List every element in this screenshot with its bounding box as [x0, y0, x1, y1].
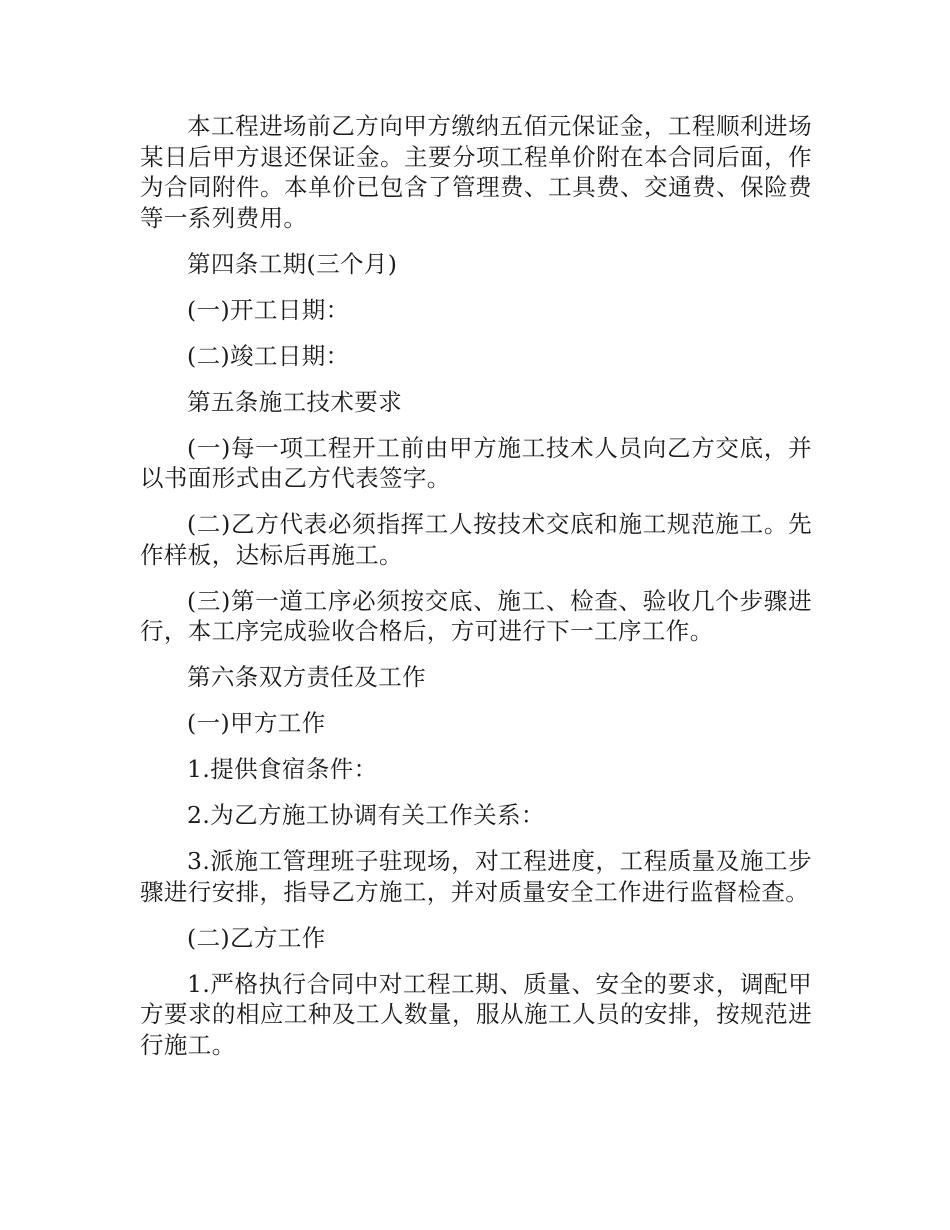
completion-date-line: (二)竣工日期：: [187, 341, 350, 370]
document-body: [140, 111, 812, 1076]
paragraph-process-steps: (三)第一道工序必须按交底、施工、检查、验收几个步骤进行，本工序完成验收合格后，方可进行下一工序工作。: [140, 586, 812, 645]
party-a-work-heading: (一)甲方工作: [187, 709, 326, 737]
party-a-item-2: 2.为乙方施工协调有关工作关系：: [187, 801, 545, 829]
paragraph-technical-briefing: (一)每一项工程开工前由甲方施工技术人员向乙方交底，并以书面形式由乙方代表签字。: [140, 433, 812, 492]
party-b-item-1: 1.严格执行合同中对工程工期、质量、安全的要求，调配甲方要求的相应工种及工人数量，服从施工人员的安排，按规范进行施工。: [140, 969, 812, 1059]
party-b-work-heading: (二)乙方工作: [187, 923, 326, 952]
paragraph-construction-standards: (二)乙方代表必须指挥工人按技术交底和施工规范施工。先作样板，达标后再施工。: [140, 510, 812, 569]
party-a-item-3: 3.派施工管理班子驻现场，对工程进度，工程质量及施工步骤进行安排，指导乙方施工，并对质量安全工作进行监督检查。: [140, 847, 812, 906]
article-6-heading: 第六条双方责任及工作: [187, 663, 426, 691]
party-a-item-1: 1.提供食宿条件：: [187, 755, 378, 783]
start-date-line: (一)开工日期：: [187, 295, 350, 324]
article-5-heading: 第五条施工技术要求: [187, 387, 403, 416]
article-4-heading: 第四条工期(三个月): [187, 249, 398, 278]
paragraph-deposit-terms: 本工程进场前乙方向甲方缴纳五佰元保证金，工程顺利进场某日后甲方退还保证金。主要分项工程单价附在本合同后面，作为合同附件。本单价已包含了管理费、工具费、交通费、保险费等一系列费用。: [140, 112, 812, 232]
